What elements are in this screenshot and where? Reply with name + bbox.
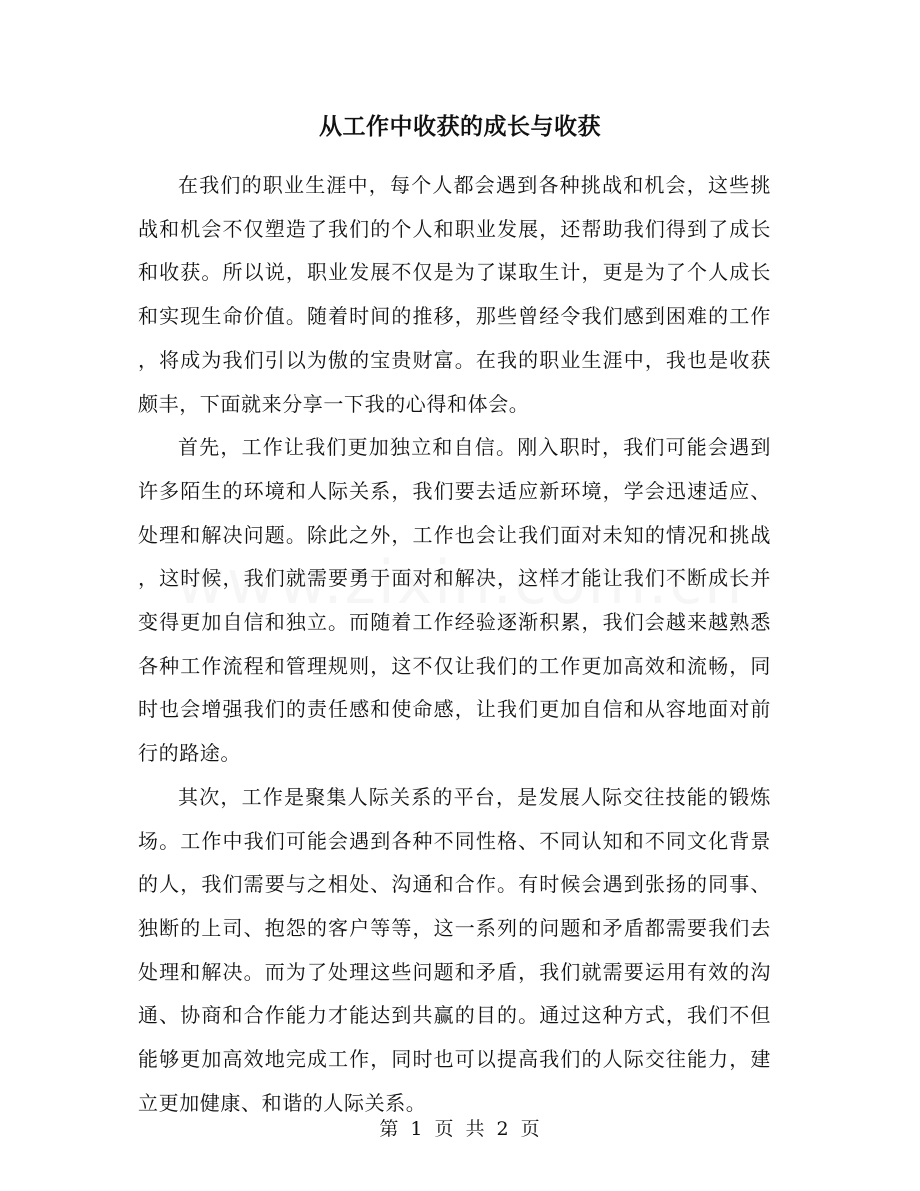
paragraph-1: 在我们的职业生涯中，每个人都会遇到各种挑战和机会，这些挑战和机会不仅塑造了我们的个人和职业发展，还帮助我们得到了成长和收获。所以说，职业发展不仅是为了谋取生计，更是为了个人成长和实现生命价值。随着时间的推移，那些曾经令我们感到困难的工作，将成为我们引以为傲的宝贵财富。在我的职业生涯中，我也是收获颇丰，下面就来分享一下我的心得和体会。 xyxy=(138,173,771,416)
paragraph-2: 首先，工作让我们更加独立和自信。刚入职时，我们可能会遇到许多陌生的环境和人际关系，我们要去适应新环境，学会迅速适应、处理和解决问题。除此之外，工作也会让我们面对未知的情况和挑战，这时候，我们就需要勇于面对和解决，这样才能让我们不断成长并变得更加自信和独立。而随着工作经验逐渐积累，我们会越来越熟悉各种工作流程和管理规则，这不仅让我们的工作更加高效和流畅，同时也会增强我们的责任感和使命感，让我们更加自信和从容地面对前行的路途。 xyxy=(138,435,771,766)
paragraph-3: 其次，工作是聚集人际关系的平台，是发展人际交往技能的锻炼场。工作中我们可能会遇到各种不同性格、不同认知和不同文化背景的人，我们需要与之相处、沟通和合作。有时候会遇到张扬的同事、独断的上司、抱怨的客户等等，这一系列的问题和矛盾都需要我们去处理和解决。而为了处理这些问题和矛盾，我们就需要运用有效的沟通、协商和合作能力才能达到共赢的目的。通过这种方式，我们不但能够更加高效地完成工作，同时也可以提高我们的人际交往能力，建立更加健康、和谐的人际关系。 xyxy=(138,784,771,1115)
document-title: 从工作中收获的成长与收获 xyxy=(319,114,601,140)
document-body xyxy=(138,164,771,1125)
page-number-footer: 第 1 页 共 2 页 xyxy=(379,1118,541,1140)
